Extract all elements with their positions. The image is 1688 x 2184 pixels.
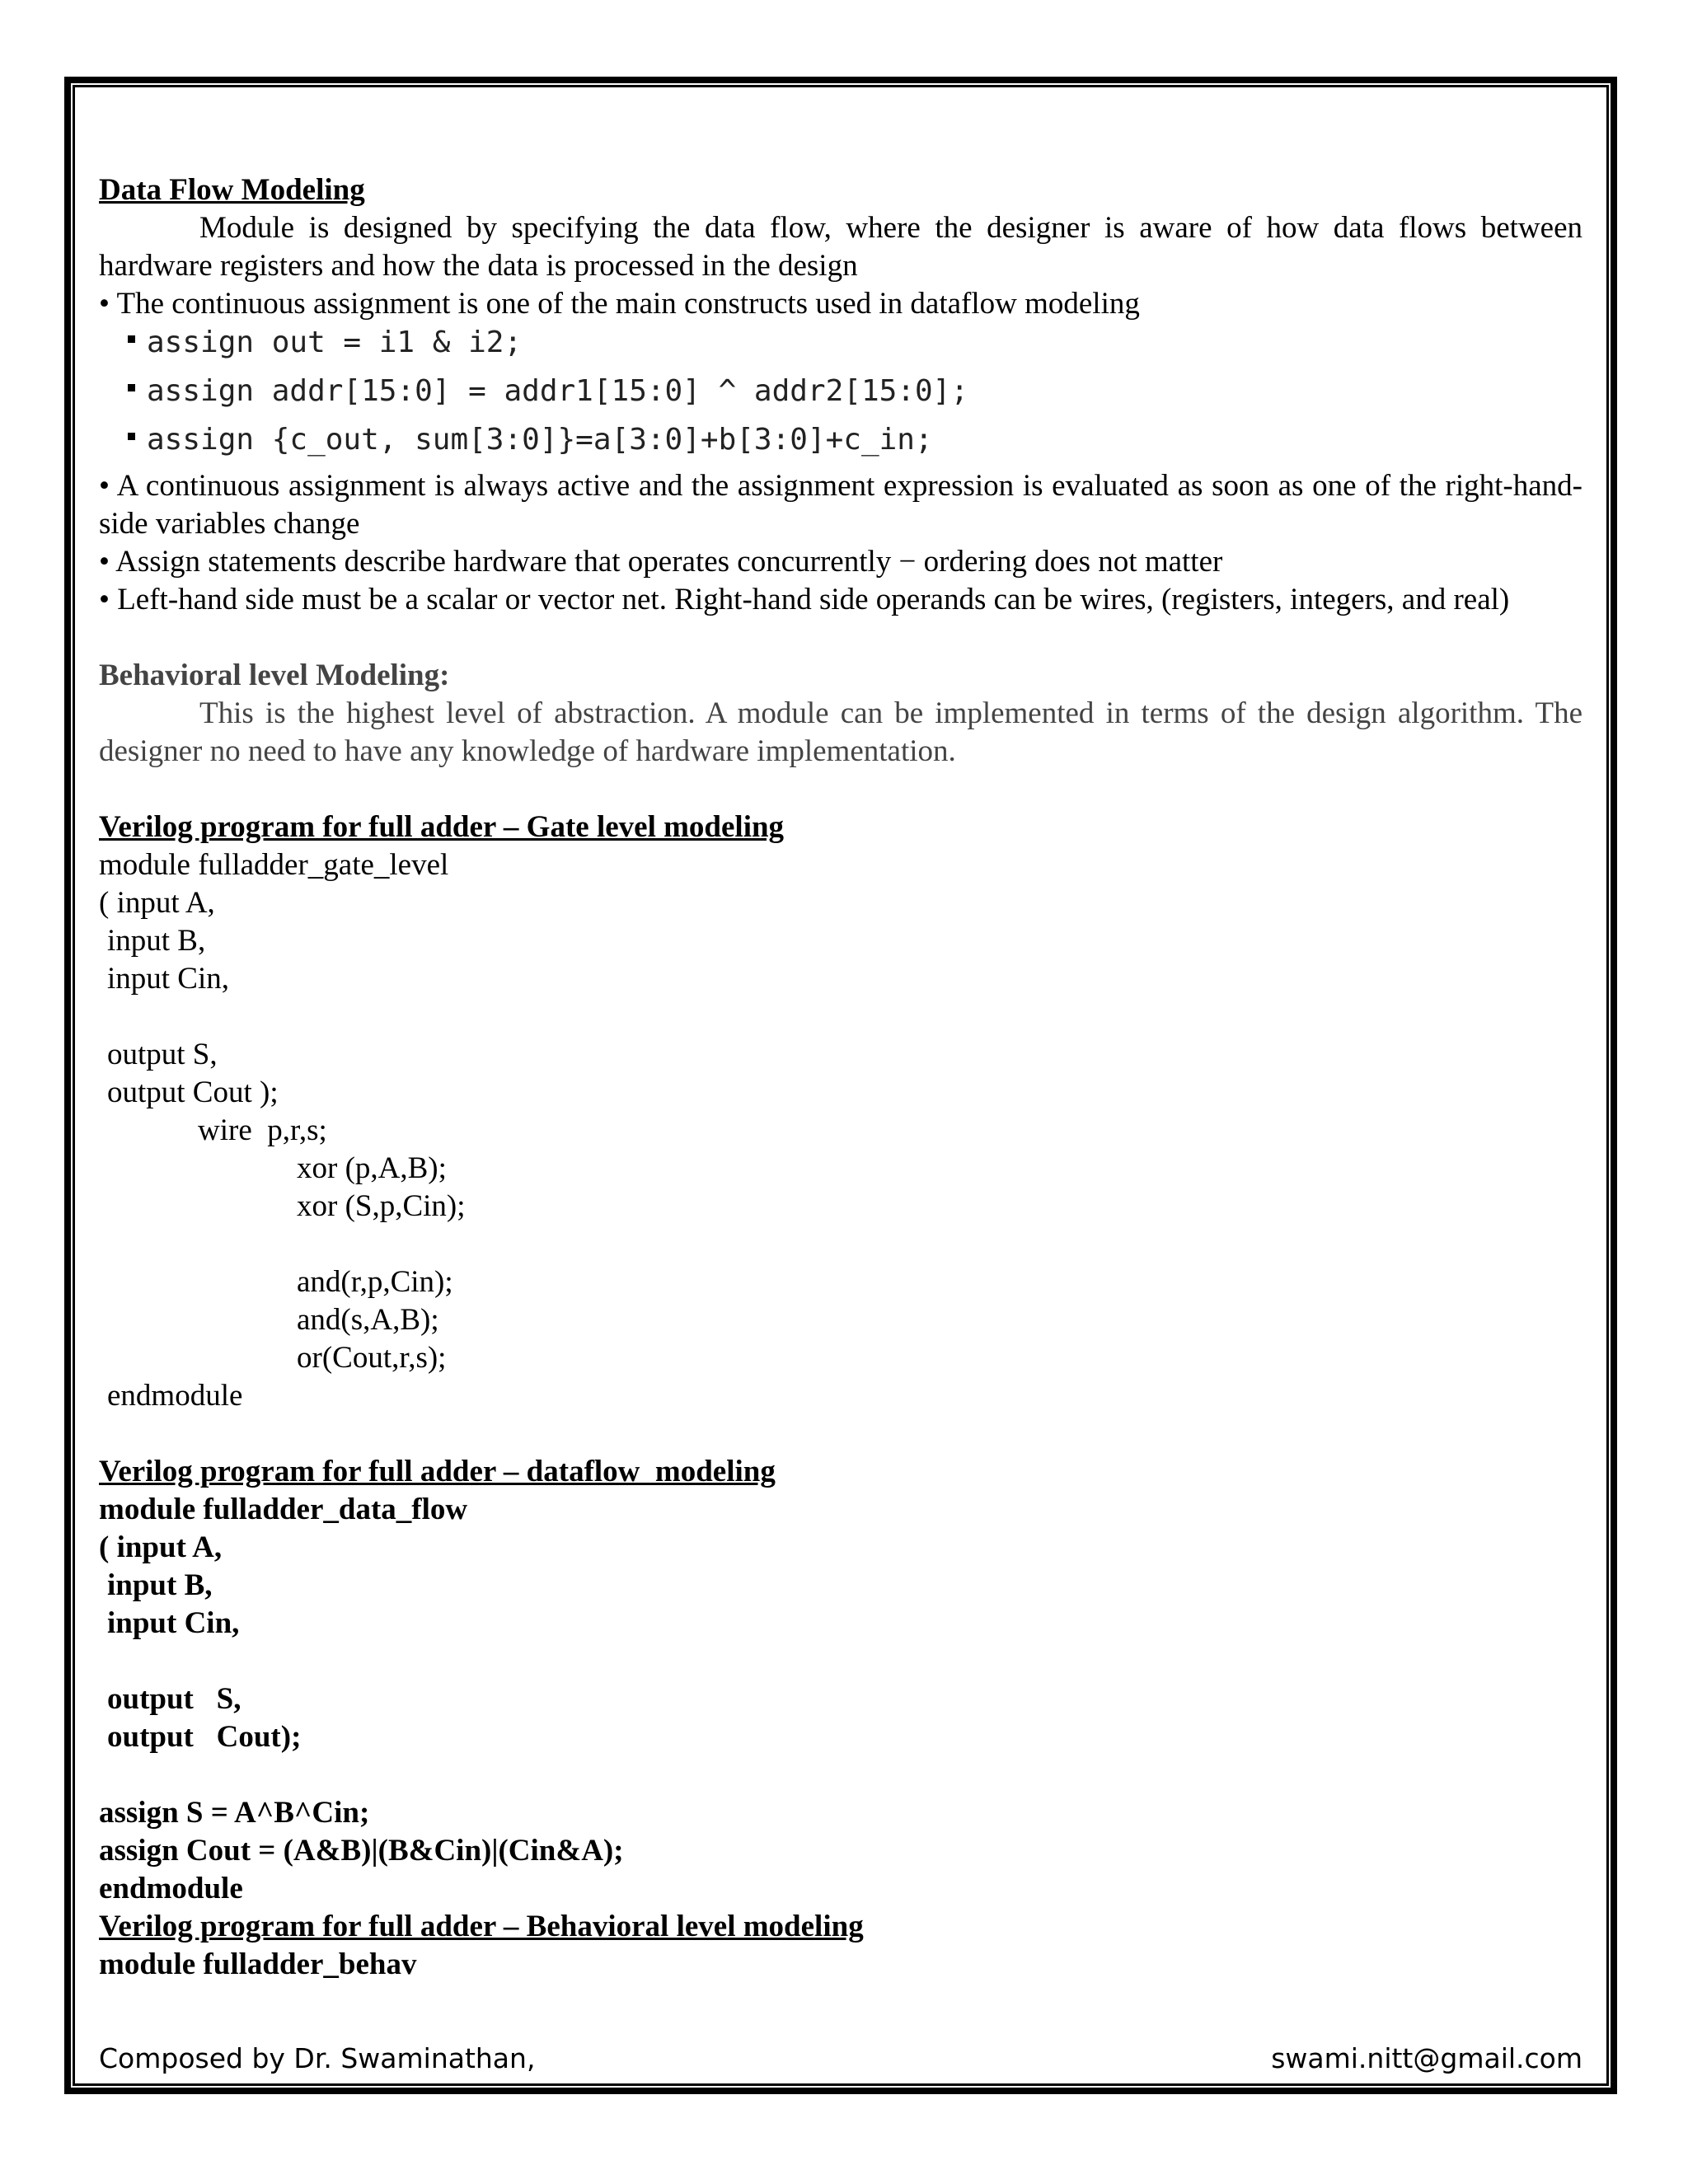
bullet-lhs-rhs: • Left-hand side must be a scalar or vector net. Right-hand side operands can be wires, (registers, integers, and real) (99, 583, 1510, 616)
code-line: endmodule (107, 1379, 243, 1413)
code-line: input B, (107, 924, 206, 958)
code-example-line: assign out = i1 & i2; (99, 318, 1582, 367)
code-line: and(r,p,Cin); (297, 1265, 453, 1299)
code-line: module fulladder_gate_level (99, 848, 449, 882)
bullet-square-icon (128, 433, 135, 440)
heading-dataflow-program: Verilog program for full adder – dataflow modeling (99, 1455, 776, 1488)
code-example-line: assign addr[15:0] = addr1[15:0] ^ addr2[15:0]; (99, 367, 1582, 415)
code-examples (99, 318, 1582, 464)
code-line: input Cin, (107, 1606, 240, 1640)
code-example-line: assign {c_out, sum[3:0]}=a[3:0]+b[3:0]+c_in; (99, 415, 1582, 464)
footer-author: Composed by Dr. Swaminathan, (99, 2042, 536, 2074)
code-line: ( input A, (99, 886, 215, 920)
code-line: output Cout ); (107, 1076, 279, 1109)
code-line: wire p,r,s; (198, 1113, 327, 1147)
bullet-square-icon (128, 384, 135, 391)
section-heading-behavioral: Behavioral level Modeling: (99, 658, 450, 692)
code-line: or(Cout,r,s); (297, 1341, 447, 1375)
code-line: output Cout); (107, 1720, 302, 1754)
bullet-square-icon (128, 335, 135, 343)
code-line: assign S = A^B^Cin; (99, 1796, 370, 1830)
behavioral-paragraph: This is the highest level of abstraction. A module can be implemented in terms of the design algorithm. The designer no need to have any knowledge of hardware implementation. (99, 696, 1582, 768)
code-line: input Cin, (107, 962, 230, 996)
code-line: module fulladder_data_flow (99, 1493, 468, 1526)
code-line: output S, (107, 1682, 241, 1716)
bullet-continuous-assignment: • The continuous assignment is one of the main constructs used in dataflow modeling (99, 287, 1140, 321)
code-line: endmodule (99, 1872, 243, 1905)
code-line: output S, (107, 1038, 218, 1071)
page-footer (99, 2042, 1582, 2075)
footer-email: swami.nitt@gmail.com (1271, 2042, 1582, 2074)
bullet-always-active: • A continuous assignment is always active and the assignment expression is evaluated as soon as one of the right-hand-side variables change (99, 469, 1582, 541)
code-line: module fulladder_behav (99, 1947, 417, 1981)
document-content (99, 171, 1582, 1984)
code-line: xor (p,A,B); (297, 1151, 447, 1185)
dataflow-paragraph: Module is designed by specifying the data flow, where the designer is aware of how data flows between hardware registers and how the data is processed in the design (99, 211, 1582, 283)
code-line: and(s,A,B); (297, 1303, 439, 1337)
heading-behavioral-program: Verilog program for full adder – Behavioral level modeling (99, 1910, 864, 1943)
heading-gate-level: Verilog program for full adder – Gate level modeling (99, 810, 785, 844)
code-line: assign Cout = (A&B)|(B&Cin)|(Cin&A); (99, 1834, 624, 1868)
code-line: ( input A, (99, 1530, 223, 1564)
section-heading-dataflow: Data Flow Modeling (99, 173, 365, 207)
code-line: input B, (107, 1568, 213, 1602)
bullet-concurrent: • Assign statements describe hardware that operates concurrently − ordering does not matter (99, 545, 1223, 579)
code-line: xor (S,p,Cin); (297, 1189, 466, 1223)
